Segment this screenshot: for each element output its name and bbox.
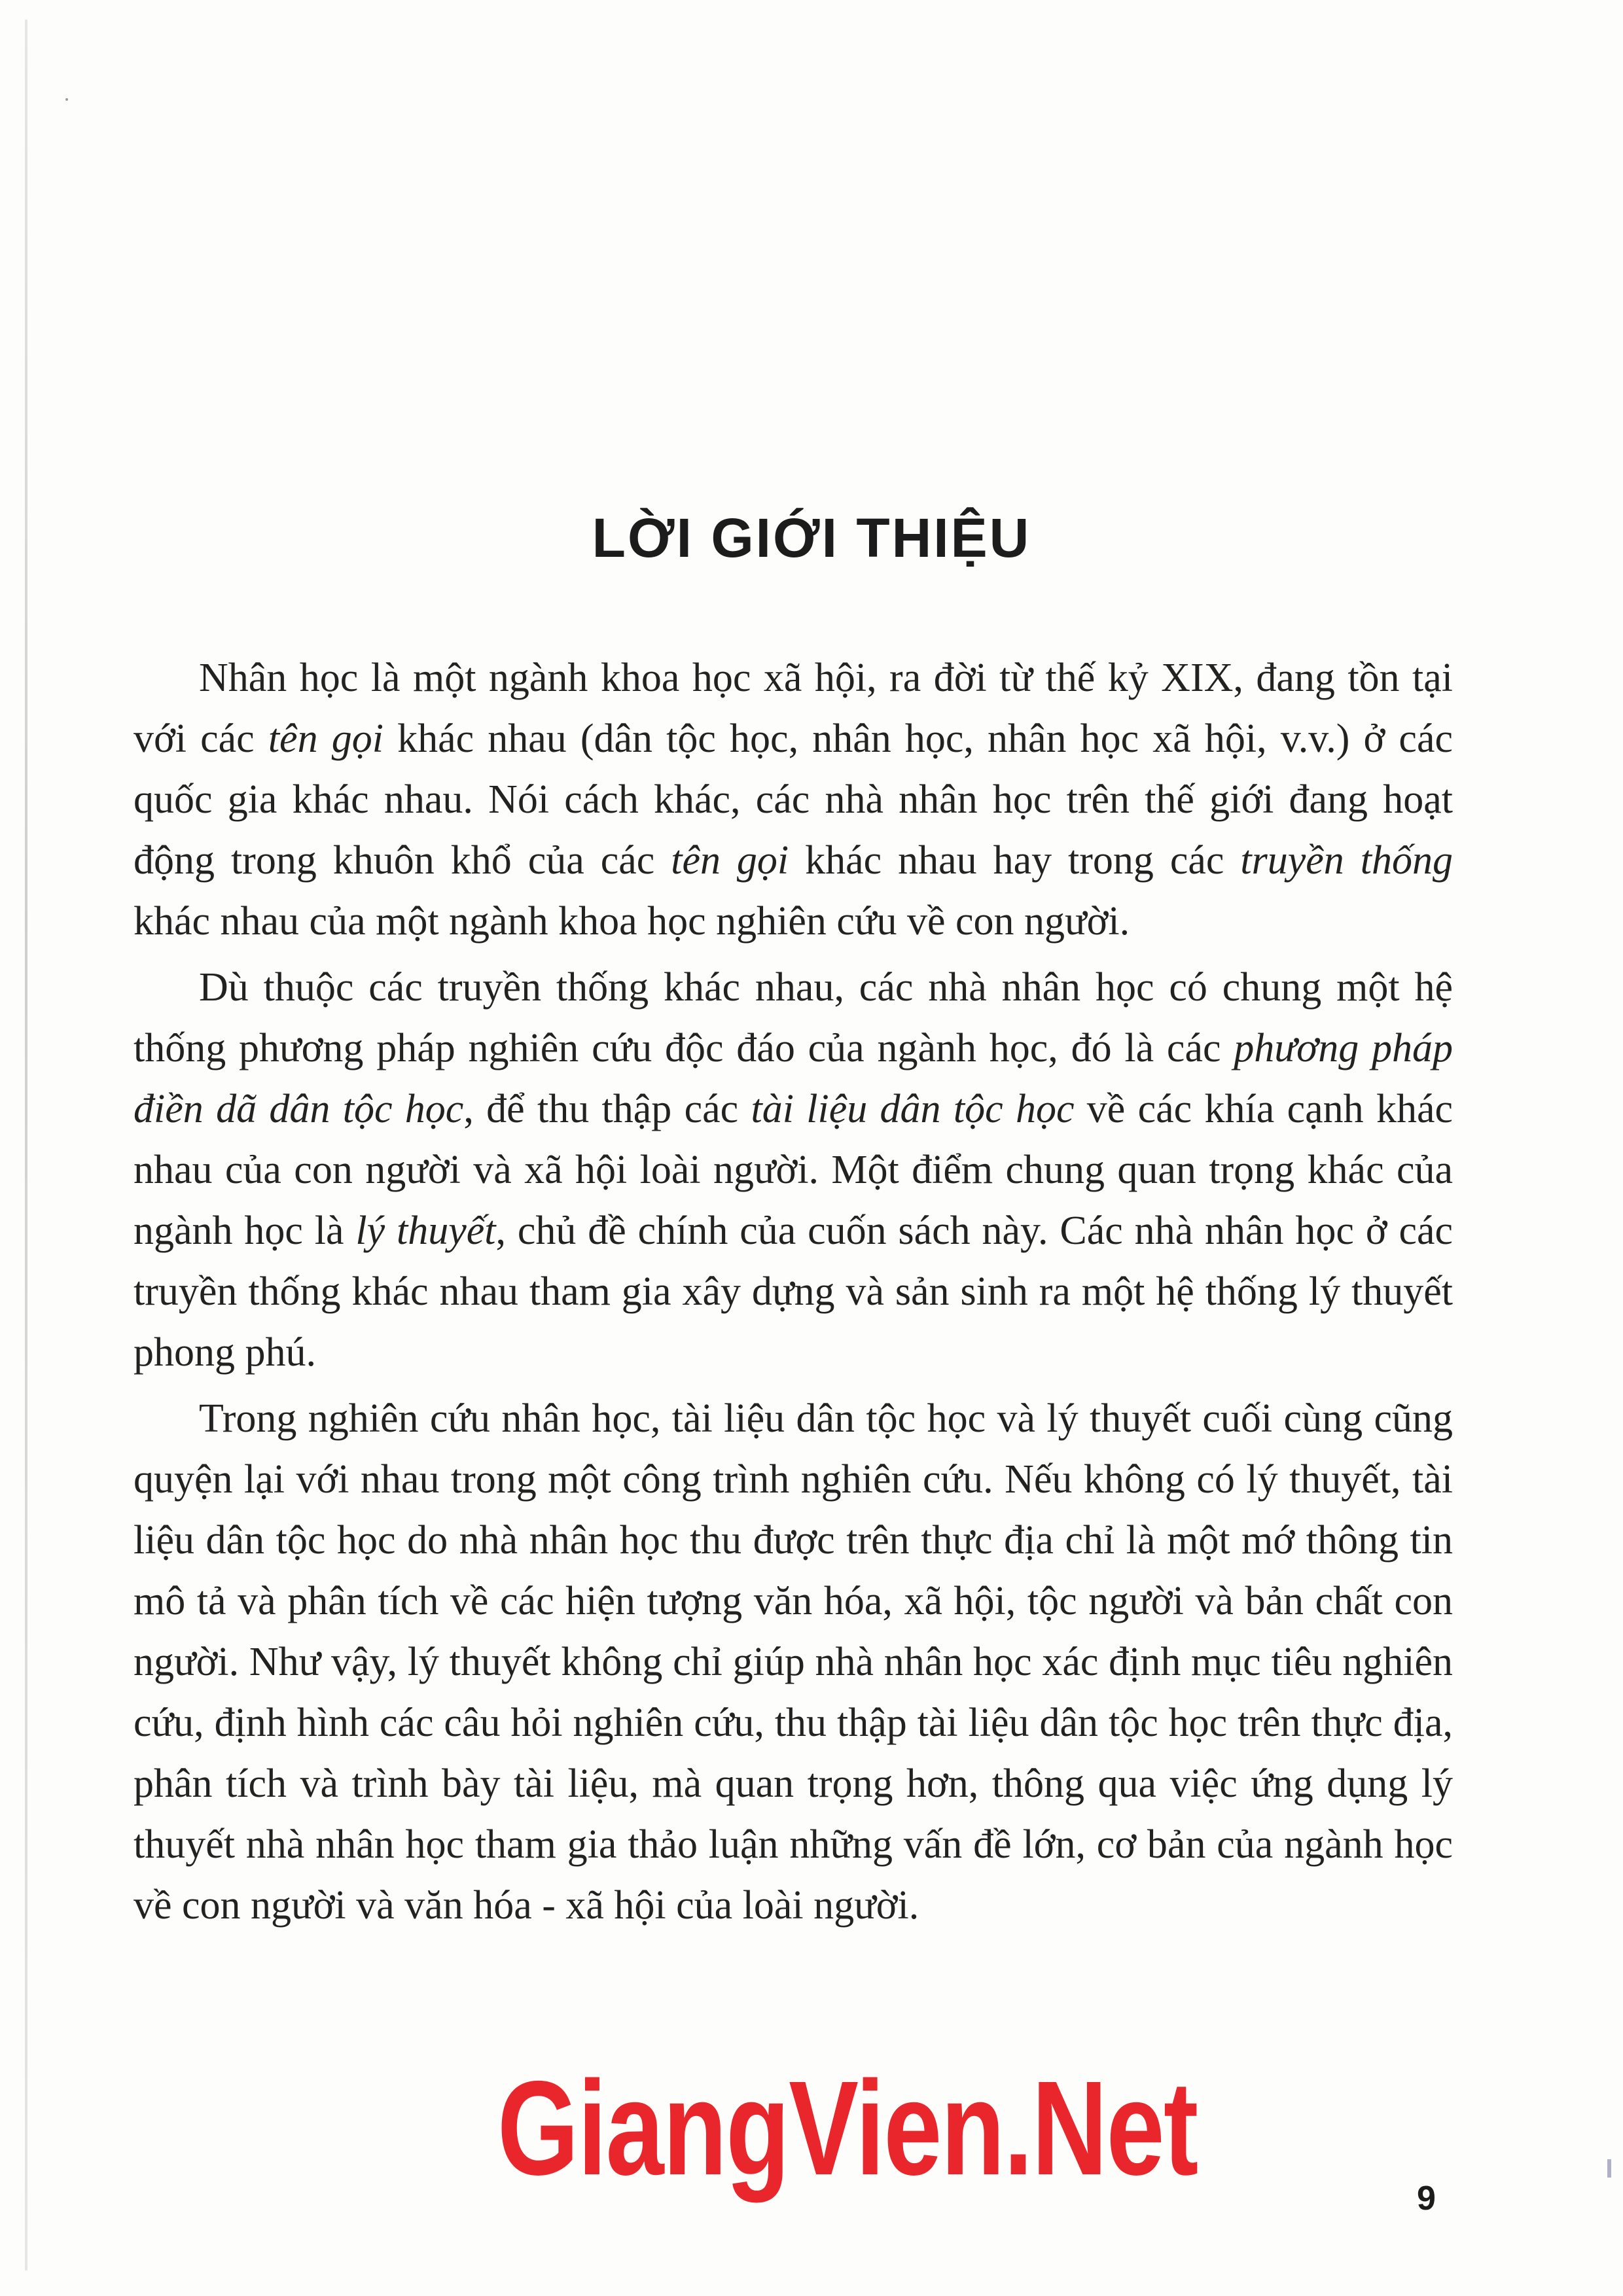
italic-term: lý thuyết <box>355 1209 496 1253</box>
text-segment: , để thu thập các <box>463 1087 751 1131</box>
text-segment: khác nhau (dân tộc học, nhân học, nhân học xã hội, v.v.) ở các quốc gia khác nhau. Nói cách khác, các nhà nhân học trên thế giới đang hoạt động trong khuôn khổ của các <box>134 716 1453 883</box>
italic-term: truyền thống <box>1240 838 1453 883</box>
text-segment: khác nhau hay trong các <box>789 838 1241 883</box>
body-text <box>134 648 1453 1941</box>
text-segment: Trong nghiên cứu nhân học, tài liệu dân tộc học và lý thuyết cuối cùng cũng quyện lại với nhau trong một công trình nghiên cứu. Nếu không có lý thuyết, tài liệu dân tộc học do nhà nhân học thu được trên thực địa chỉ là một mớ thông tin mô tả và phân tích về các hiện tượng văn hóa, xã hội, tộc người và bản chất con người. Như vậy, lý thuyết không chỉ giúp nhà nhân học xác định mục tiêu nghiên cứu, định hình các câu hỏi nghiên cứu, thu thập tài liệu dân tộc học trên thực địa, phân tích và trình bày tài liệu, mà quan trọng hơn, thông qua việc ứng dụng lý thuyết nhà nhân học tham gia thảo luận những vấn đề lớn, cơ bản của ngành học về con người và văn hóa - xã hội của loài người. <box>134 1396 1453 1928</box>
italic-term: phương pháp điền dã dân tộc học <box>134 1026 1453 1131</box>
text-segment: khác nhau của một ngành khoa học nghiên cứu về con người. <box>134 899 1130 944</box>
text-segment: , chủ đề chính của cuốn sách này. Các nhà nhân học ở các truyền thống khác nhau tham gia xây dựng và sản sinh ra một hệ thống lý thuyết phong phú. <box>134 1209 1453 1375</box>
italic-term: tên gọi <box>268 716 383 761</box>
watermark: GiangVien.Net <box>497 2053 1198 2203</box>
paragraph <box>134 1388 1453 1936</box>
scan-mark <box>1607 2159 1611 2178</box>
italic-term: tài liệu dân tộc học <box>751 1087 1075 1131</box>
page-number: 9 <box>1417 2180 1436 2217</box>
text-segment: Nhân học là một ngành khoa học xã hội, ra đời từ thế kỷ XIX, đang tồn tại với các <box>134 656 1453 761</box>
text-segment: về các khía cạnh khác nhau của con người và xã hội loài người. Một điểm chung quan trọng khác của ngành học là <box>134 1087 1453 1253</box>
italic-term: tên gọi <box>671 838 789 883</box>
scan-speck <box>65 98 68 101</box>
page-title: LỜI GIỚI THIỆU <box>592 507 1031 569</box>
paragraph <box>134 648 1453 952</box>
paragraph <box>134 957 1453 1383</box>
text-segment: Dù thuộc các truyền thống khác nhau, các nhà nhân học có chung một hệ thống phương pháp nghiên cứu độc đáo của ngành học, đó là các <box>134 965 1453 1070</box>
page-left-edge <box>25 20 27 2270</box>
